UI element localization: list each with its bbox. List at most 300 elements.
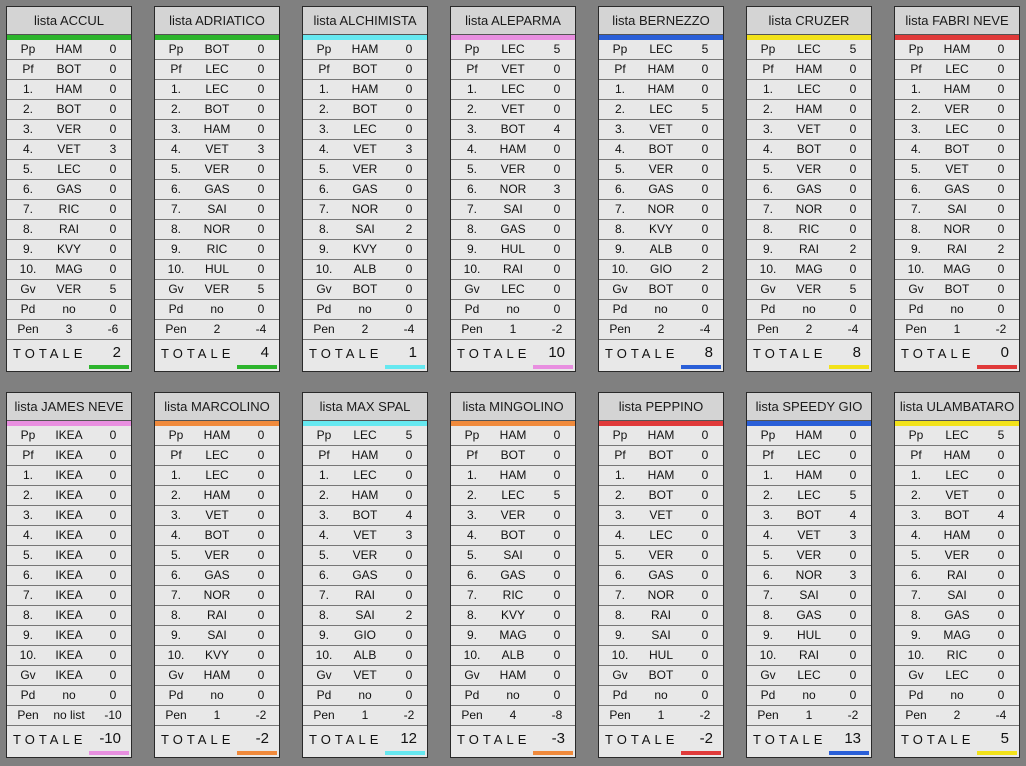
row-team: VER [204, 162, 230, 176]
row-team: GAS [796, 608, 822, 622]
row-team: BOT [796, 508, 822, 522]
row-team: 2 [361, 322, 369, 336]
row-team: HAM [351, 82, 379, 96]
row-points: 0 [257, 102, 265, 116]
row-team: LEC [797, 448, 821, 462]
row-label: 1. [762, 468, 773, 482]
row-team: MAG [943, 628, 971, 642]
list-row [303, 706, 427, 726]
row-team: HAM [203, 668, 231, 682]
list-row [303, 626, 427, 646]
list-row [599, 506, 723, 526]
list-row [451, 60, 575, 80]
row-label: 3. [170, 508, 181, 522]
row-label: Pd [612, 688, 628, 702]
row-label: Pd [760, 688, 776, 702]
row-team: VER [500, 508, 526, 522]
row-team: LEC [57, 162, 81, 176]
list-row [7, 80, 131, 100]
list-rows [7, 426, 131, 726]
list-row [747, 486, 871, 506]
list-row [599, 80, 723, 100]
list-row [747, 60, 871, 80]
row-label: Pen [165, 708, 187, 722]
row-team: HAM [351, 448, 379, 462]
total-color-bar [829, 751, 869, 755]
row-team: HAM [795, 62, 823, 76]
list-row [747, 506, 871, 526]
row-label: 3. [466, 122, 477, 136]
row-team: VER [204, 548, 230, 562]
row-label: 7. [466, 588, 477, 602]
total-color-bar [385, 365, 425, 369]
row-points: 0 [701, 548, 709, 562]
row-points: 5 [997, 428, 1005, 442]
row-points: 0 [997, 568, 1005, 582]
row-points: 0 [405, 488, 413, 502]
list-row [303, 100, 427, 120]
list-row [451, 446, 575, 466]
row-team: LEC [797, 488, 821, 502]
row-points: 0 [109, 628, 117, 642]
list-row [451, 80, 575, 100]
row-label: 7. [466, 202, 477, 216]
total-color-bar [89, 751, 129, 755]
row-points: 0 [701, 588, 709, 602]
list-panel [746, 6, 872, 372]
list-row [155, 706, 279, 726]
row-label: 1. [614, 468, 625, 482]
list-row [7, 100, 131, 120]
row-label: 8. [170, 222, 181, 236]
row-team: IKEA [55, 648, 83, 662]
row-points: 0 [997, 588, 1005, 602]
list-row [451, 646, 575, 666]
total-value: -10 [99, 730, 121, 747]
list-panel [450, 6, 576, 372]
row-label: 3. [762, 122, 773, 136]
list-title: lista MAX SPAL [303, 393, 427, 421]
row-team: SAI [503, 202, 523, 216]
row-label: Pf [170, 62, 182, 76]
row-label: 8. [762, 608, 773, 622]
row-team: SAI [355, 222, 375, 236]
total-label: TOTALE [753, 732, 827, 747]
row-label: 6. [318, 182, 329, 196]
row-points: 0 [997, 222, 1005, 236]
list-row [7, 240, 131, 260]
list-row [303, 120, 427, 140]
row-label: 3. [22, 508, 33, 522]
list-row [599, 426, 723, 446]
row-label: Pd [908, 688, 924, 702]
list-rows [155, 40, 279, 340]
list-row [747, 466, 871, 486]
list-row [7, 140, 131, 160]
row-label: 7. [614, 202, 625, 216]
row-points: 0 [849, 548, 857, 562]
list-row [7, 466, 131, 486]
total-color-bar [89, 365, 129, 369]
list-row [451, 120, 575, 140]
list-row [7, 586, 131, 606]
total-label: TOTALE [605, 346, 679, 361]
row-label: 7. [614, 588, 625, 602]
row-team: HAM [499, 468, 527, 482]
row-points: 0 [257, 628, 265, 642]
list-row [599, 446, 723, 466]
row-points: 0 [257, 568, 265, 582]
list-row [747, 100, 871, 120]
row-team: RIC [798, 222, 820, 236]
row-points: 0 [997, 688, 1005, 702]
row-team: BOT [648, 448, 674, 462]
row-team: GAS [500, 222, 526, 236]
row-label: 6. [910, 182, 921, 196]
row-label: 8. [466, 608, 477, 622]
row-label: Pp [908, 42, 924, 56]
row-team: IKEA [55, 548, 83, 562]
row-label: Pp [20, 42, 36, 56]
row-team: LEC [501, 42, 525, 56]
row-label: Pd [612, 302, 628, 316]
row-team: BOT [352, 62, 378, 76]
row-label: 10. [907, 262, 925, 276]
row-team: IKEA [55, 588, 83, 602]
row-label: 6. [614, 182, 625, 196]
row-points: 0 [553, 588, 561, 602]
row-label: 10. [315, 648, 333, 662]
total-value: -2 [255, 730, 269, 747]
list-row [747, 546, 871, 566]
list-row [895, 60, 1019, 80]
row-team: HUL [796, 628, 821, 642]
list-row [747, 160, 871, 180]
total-value: 8 [852, 344, 861, 361]
list-row [747, 320, 871, 340]
row-points: 0 [405, 688, 413, 702]
row-points: 0 [109, 488, 117, 502]
list-title: lista MINGOLINO [451, 393, 575, 421]
list-row [451, 200, 575, 220]
row-team: BOT [648, 282, 674, 296]
row-team: RAI [946, 568, 967, 582]
row-team: GAS [56, 182, 82, 196]
row-points: 0 [109, 608, 117, 622]
row-label: 10. [463, 648, 481, 662]
row-team: no [210, 688, 224, 702]
row-label: 5. [466, 548, 477, 562]
row-label: Pp [316, 428, 332, 442]
total-color-bar [237, 751, 277, 755]
total-color-bar [533, 365, 573, 369]
list-row [747, 180, 871, 200]
row-team: no list [53, 708, 85, 722]
row-team: NOR [203, 588, 231, 602]
row-team: VER [500, 162, 526, 176]
row-label: 2. [614, 488, 625, 502]
row-label: 6. [762, 182, 773, 196]
row-team: IKEA [55, 448, 83, 462]
list-row [155, 666, 279, 686]
row-points: 0 [257, 548, 265, 562]
row-label: 4. [614, 142, 625, 156]
row-team: IKEA [55, 568, 83, 582]
list-row [155, 566, 279, 586]
row-team: LEC [353, 122, 377, 136]
list-row [747, 240, 871, 260]
row-points: 0 [997, 162, 1005, 176]
row-team: no [62, 688, 76, 702]
row-points: 0 [849, 448, 857, 462]
row-label: 8. [910, 608, 921, 622]
row-team: BOT [648, 668, 674, 682]
list-row [7, 666, 131, 686]
row-label: Pen [313, 322, 335, 336]
row-team: HAM [203, 428, 231, 442]
list-row [599, 586, 723, 606]
row-team: VET [797, 122, 821, 136]
row-team: LEC [945, 668, 969, 682]
list-row [155, 646, 279, 666]
list-row [451, 180, 575, 200]
row-points: 0 [849, 62, 857, 76]
row-points: 0 [109, 548, 117, 562]
row-label: 10. [315, 262, 333, 276]
row-team: NOR [647, 588, 675, 602]
row-team: GAS [352, 568, 378, 582]
row-points: 0 [257, 648, 265, 662]
row-points: 0 [109, 242, 117, 256]
row-label: 9. [466, 242, 477, 256]
row-points: 0 [109, 468, 117, 482]
row-points: 0 [405, 122, 413, 136]
row-team: IKEA [55, 608, 83, 622]
row-team: HAM [647, 82, 675, 96]
row-label: Pen [609, 708, 631, 722]
row-team: RAI [798, 242, 819, 256]
row-team: HAM [943, 528, 971, 542]
row-team: HAM [203, 122, 231, 136]
list-row [7, 180, 131, 200]
row-label: 7. [318, 202, 329, 216]
row-label: 8. [22, 608, 33, 622]
row-label: 5. [910, 162, 921, 176]
row-points: 0 [109, 122, 117, 136]
total-row [7, 726, 131, 757]
list-row [599, 220, 723, 240]
row-points: 0 [701, 282, 709, 296]
row-team: HUL [500, 242, 525, 256]
row-team: GAS [204, 568, 230, 582]
list-rows [451, 40, 575, 340]
list-row [451, 686, 575, 706]
row-label: 2. [466, 488, 477, 502]
row-label: 8. [22, 222, 33, 236]
row-label: 5. [910, 548, 921, 562]
list-row [895, 606, 1019, 626]
row-points: 0 [997, 448, 1005, 462]
row-team: NOR [499, 182, 527, 196]
row-team: VER [648, 162, 674, 176]
row-team: VER [352, 548, 378, 562]
total-row [155, 726, 279, 757]
row-team: no [358, 688, 372, 702]
row-label: Gv [464, 282, 480, 296]
row-label: 5. [762, 162, 773, 176]
row-label: 2. [170, 102, 181, 116]
list-row [451, 706, 575, 726]
row-points: 0 [553, 162, 561, 176]
total-row [155, 340, 279, 371]
row-label: 5. [466, 162, 477, 176]
list-title: lista JAMES NEVE [7, 393, 131, 421]
row-team: LEC [945, 62, 969, 76]
row-label: Pd [760, 302, 776, 316]
row-points: 0 [257, 62, 265, 76]
row-points: 5 [849, 488, 857, 502]
row-points: 2 [701, 262, 709, 276]
row-team: 1 [213, 708, 221, 722]
row-label: 7. [22, 202, 33, 216]
row-label: 6. [318, 568, 329, 582]
list-rows [303, 40, 427, 340]
row-label: Gv [464, 668, 480, 682]
row-label: 6. [170, 182, 181, 196]
list-row [895, 180, 1019, 200]
row-points: 0 [553, 282, 561, 296]
row-team: RAI [798, 648, 819, 662]
row-team: VER [944, 548, 970, 562]
row-team: ALB [649, 242, 673, 256]
row-points: 4 [849, 508, 857, 522]
list-row [599, 686, 723, 706]
row-label: 9. [910, 242, 921, 256]
total-label: TOTALE [753, 346, 827, 361]
list-title: lista ADRIATICO [155, 7, 279, 35]
row-points: 0 [701, 62, 709, 76]
row-team: IKEA [55, 628, 83, 642]
row-label: Pp [168, 42, 184, 56]
list-row [303, 446, 427, 466]
row-points: 0 [997, 548, 1005, 562]
row-label: 4. [170, 528, 181, 542]
row-label: Pp [316, 42, 332, 56]
row-team: LEC [945, 468, 969, 482]
list-rows [599, 426, 723, 726]
row-points: 0 [849, 428, 857, 442]
list-row [599, 200, 723, 220]
row-label: Pf [466, 448, 478, 462]
row-points: 0 [701, 668, 709, 682]
row-points: 0 [701, 242, 709, 256]
total-value: -2 [699, 730, 713, 747]
list-row [451, 606, 575, 626]
list-row [895, 586, 1019, 606]
row-team: BOT [796, 142, 822, 156]
list-row [155, 586, 279, 606]
row-label: 5. [170, 162, 181, 176]
row-label: Pen [461, 322, 483, 336]
list-row [303, 466, 427, 486]
row-label: 4. [318, 528, 329, 542]
list-row [451, 666, 575, 686]
list-row [451, 320, 575, 340]
total-value: -3 [551, 730, 565, 747]
list-title: lista SPEEDY GIO [747, 393, 871, 421]
row-team: VER [796, 162, 822, 176]
list-row [155, 280, 279, 300]
row-label: Pen [905, 708, 927, 722]
row-label: 5. [318, 548, 329, 562]
row-team: HAM [499, 428, 527, 442]
list-row [451, 466, 575, 486]
list-row [599, 466, 723, 486]
list-row [747, 220, 871, 240]
row-points: 0 [849, 222, 857, 236]
list-row [7, 606, 131, 626]
row-team: no [950, 302, 964, 316]
row-points: 0 [257, 428, 265, 442]
row-points: -2 [551, 322, 563, 336]
list-row [155, 120, 279, 140]
row-points: 0 [849, 668, 857, 682]
row-points: 3 [553, 182, 561, 196]
row-team: HAM [647, 428, 675, 442]
row-label: 2. [22, 102, 33, 116]
row-team: VER [56, 122, 82, 136]
list-row [599, 260, 723, 280]
row-team: HAM [351, 488, 379, 502]
row-label: 6. [22, 182, 33, 196]
row-team: HAM [795, 468, 823, 482]
list-row [303, 200, 427, 220]
row-points: 0 [997, 282, 1005, 296]
row-label: 5. [170, 548, 181, 562]
row-team: LEC [205, 468, 229, 482]
list-row [451, 100, 575, 120]
row-team: HAM [55, 42, 83, 56]
row-team: KVY [56, 242, 81, 256]
row-label: Pd [316, 688, 332, 702]
row-points: 3 [405, 142, 413, 156]
list-row [7, 486, 131, 506]
row-points: 0 [701, 568, 709, 582]
row-points: -2 [255, 708, 267, 722]
row-label: Pp [20, 428, 36, 442]
row-label: Pd [464, 688, 480, 702]
row-label: Pf [762, 448, 774, 462]
row-label: Pen [609, 322, 631, 336]
row-label: Pp [464, 428, 480, 442]
row-points: 4 [405, 508, 413, 522]
row-team: SAI [799, 588, 819, 602]
list-panel [302, 392, 428, 758]
row-points: 0 [405, 448, 413, 462]
row-label: 4. [762, 528, 773, 542]
row-team: VET [501, 62, 525, 76]
row-points: 0 [849, 608, 857, 622]
list-row [451, 140, 575, 160]
list-rows [155, 426, 279, 726]
row-team: LEC [945, 122, 969, 136]
list-row [747, 646, 871, 666]
row-points: 0 [109, 448, 117, 462]
list-row [747, 80, 871, 100]
row-label: Pf [762, 62, 774, 76]
row-points: 0 [553, 508, 561, 522]
row-points: 0 [553, 142, 561, 156]
